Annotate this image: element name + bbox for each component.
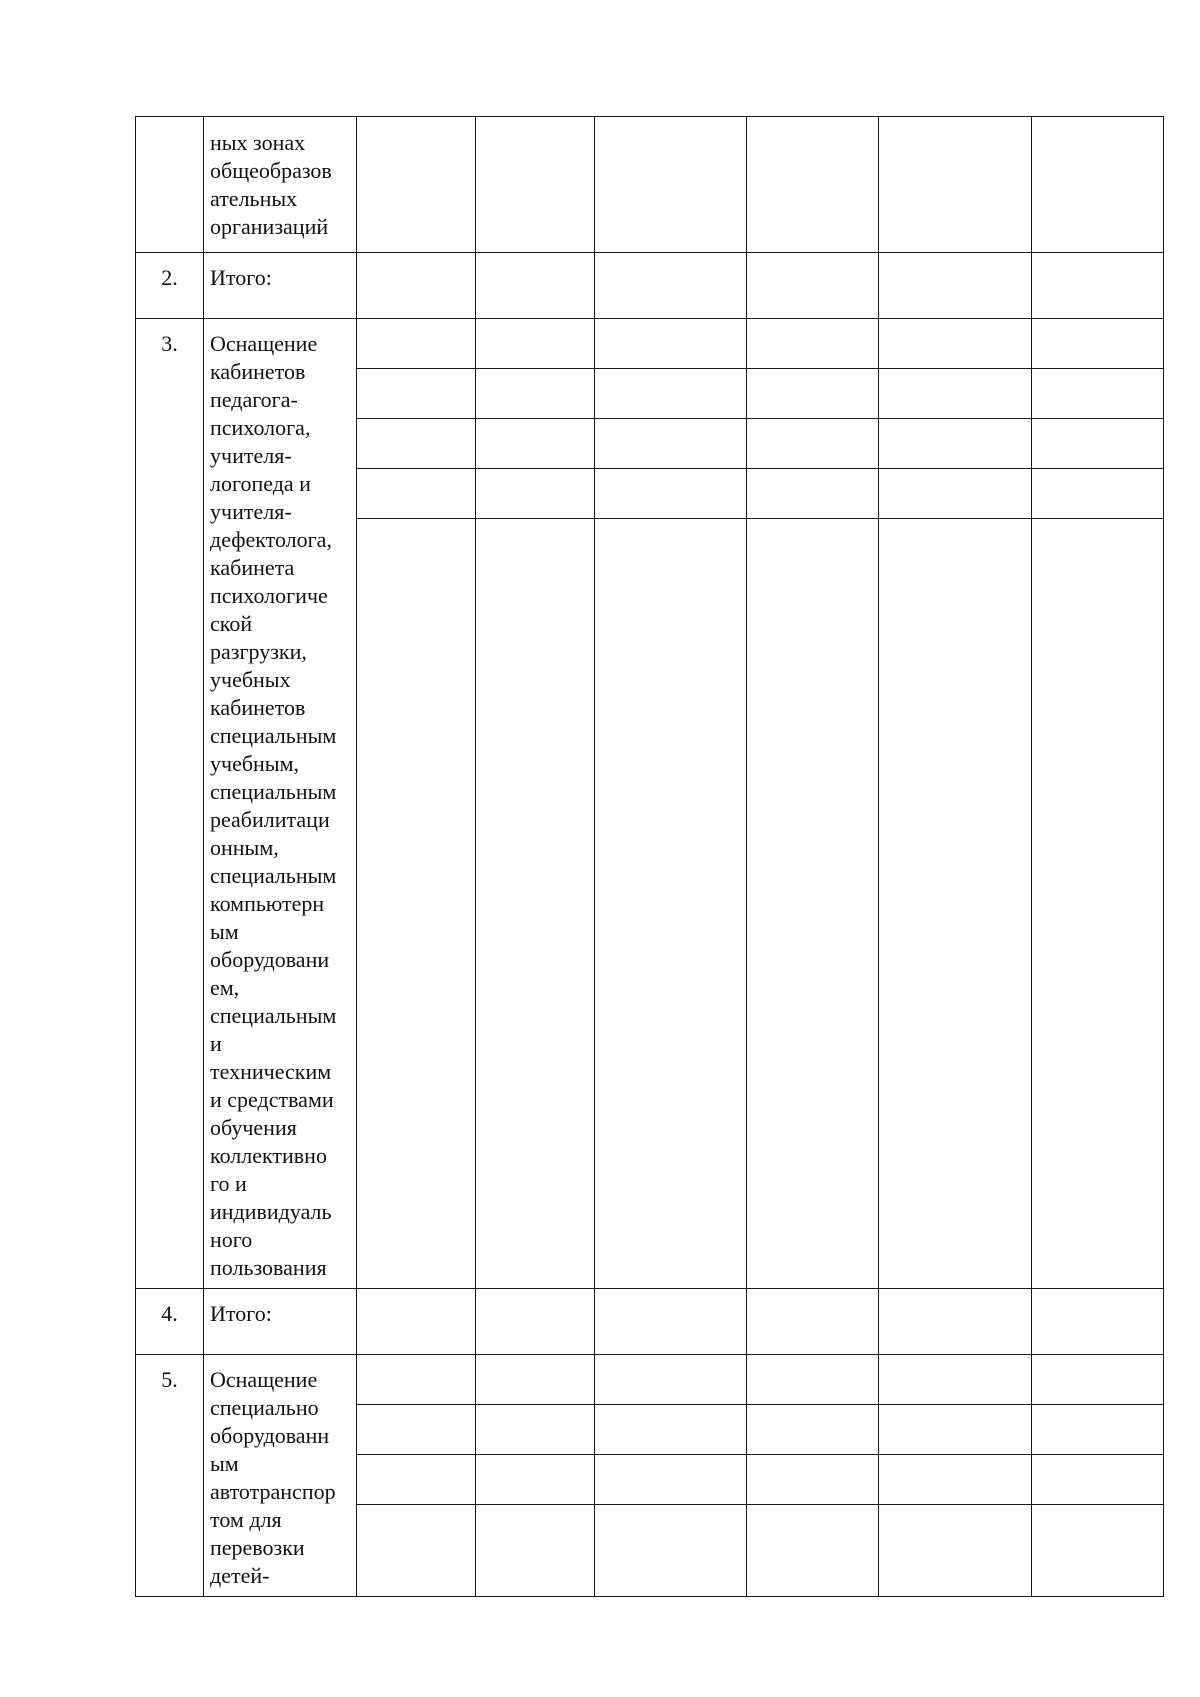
empty-cell (1032, 253, 1164, 319)
empty-cell (476, 319, 595, 369)
empty-cell (747, 369, 879, 419)
empty-cell (747, 1405, 879, 1455)
row-label: Оснащение кабинетов педагога- психолога, учителя- логопеда и учителя- дефектолога, кабинета психологиче ской разгрузки, учебных кабинетов специальным учебным, специальным реабилитаци онным, специальным компьютерн ым оборудовани ем, специальным и техническим и средствами обучения коллективно го и индивидуаль ного пользования (210, 331, 337, 1280)
empty-cell (747, 1289, 879, 1355)
empty-cell (357, 1355, 476, 1405)
row-number-cell (136, 117, 204, 253)
row-number-cell: 3. (136, 319, 204, 1289)
empty-cell (747, 319, 879, 369)
empty-cell (476, 519, 595, 1289)
row-label: Оснащение специально оборудованн ым автотранспор том для перевозки детей- (210, 1367, 336, 1588)
table-row (136, 253, 1164, 319)
row-label: ных зонах общеобразов ательных организаций (210, 130, 332, 239)
empty-cell (879, 1455, 1032, 1505)
empty-cell (476, 1455, 595, 1505)
table-row (136, 1289, 1164, 1355)
empty-cell (879, 253, 1032, 319)
empty-cell (1032, 519, 1164, 1289)
empty-cell (595, 1355, 747, 1405)
empty-cell (879, 319, 1032, 369)
empty-cell (595, 369, 747, 419)
empty-cell (357, 1289, 476, 1355)
empty-cell (476, 117, 595, 253)
row-label-cell (204, 319, 357, 1289)
row-label: Итого: (210, 265, 272, 290)
table-row (136, 1355, 1164, 1405)
empty-cell (1032, 1355, 1164, 1405)
row-label-cell (204, 1355, 357, 1597)
empty-cell (1032, 369, 1164, 419)
row-label-cell (204, 117, 357, 253)
row-label: Итого: (210, 1301, 272, 1326)
row-number-cell: 4. (136, 1289, 204, 1355)
empty-cell (357, 419, 476, 469)
empty-cell (595, 1405, 747, 1455)
empty-cell (879, 1289, 1032, 1355)
empty-cell (879, 1355, 1032, 1405)
empty-cell (595, 519, 747, 1289)
empty-cell (747, 1455, 879, 1505)
empty-cell (747, 117, 879, 253)
empty-cell (357, 1505, 476, 1597)
empty-cell (1032, 319, 1164, 369)
empty-cell (357, 253, 476, 319)
empty-cell (357, 369, 476, 419)
empty-cell (357, 117, 476, 253)
table-row (136, 319, 1164, 369)
empty-cell (476, 253, 595, 319)
empty-cell (1032, 117, 1164, 253)
empty-cell (595, 117, 747, 253)
empty-cell (879, 369, 1032, 419)
empty-cell (1032, 469, 1164, 519)
empty-cell (747, 1505, 879, 1597)
empty-cell (1032, 419, 1164, 469)
empty-cell (595, 1455, 747, 1505)
empty-cell (595, 253, 747, 319)
empty-cell (595, 319, 747, 369)
empty-cell (357, 469, 476, 519)
empty-cell (747, 1355, 879, 1405)
row-number-cell: 2. (136, 253, 204, 319)
empty-cell (879, 419, 1032, 469)
empty-cell (1032, 1405, 1164, 1455)
empty-cell (357, 1455, 476, 1505)
empty-cell (747, 469, 879, 519)
empty-cell (357, 519, 476, 1289)
empty-cell (1032, 1455, 1164, 1505)
empty-cell (357, 1405, 476, 1455)
empty-cell (595, 469, 747, 519)
empty-cell (476, 1505, 595, 1597)
empty-cell (879, 469, 1032, 519)
empty-cell (747, 419, 879, 469)
empty-cell (1032, 1505, 1164, 1597)
table-row (136, 117, 1164, 253)
row-number-cell: 5. (136, 1355, 204, 1597)
empty-cell (476, 469, 595, 519)
empty-cell (595, 419, 747, 469)
empty-cell (879, 519, 1032, 1289)
empty-cell (595, 1289, 747, 1355)
empty-cell (879, 1505, 1032, 1597)
empty-cell (476, 369, 595, 419)
empty-cell (476, 419, 595, 469)
empty-cell (747, 519, 879, 1289)
empty-cell (879, 117, 1032, 253)
document-table (135, 116, 1164, 1597)
empty-cell (595, 1505, 747, 1597)
row-label-cell (204, 253, 357, 319)
empty-cell (747, 253, 879, 319)
empty-cell (476, 1355, 595, 1405)
row-label-cell (204, 1289, 357, 1355)
empty-cell (476, 1405, 595, 1455)
empty-cell (1032, 1289, 1164, 1355)
empty-cell (879, 1405, 1032, 1455)
empty-cell (476, 1289, 595, 1355)
empty-cell (357, 319, 476, 369)
